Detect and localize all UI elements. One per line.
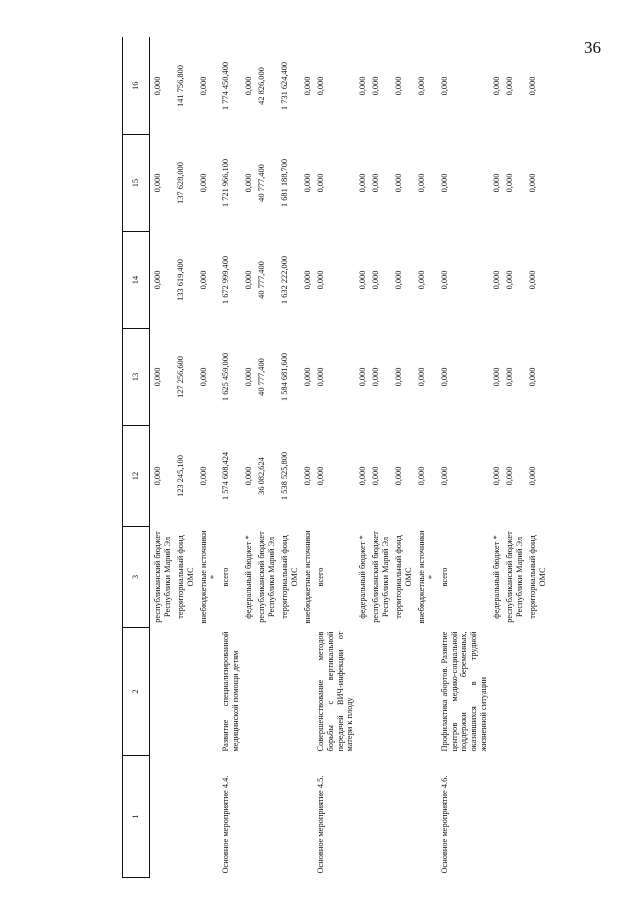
value-cell: 0,000 — [198, 270, 208, 290]
value-cell: 0,000 — [302, 270, 312, 290]
table-row — [313, 38, 356, 878]
value-cell: 0,000 — [394, 173, 404, 193]
activity-cell — [525, 756, 556, 878]
value-cell: 1 584 681,600 — [279, 352, 289, 402]
value-cell: 0,000 — [244, 173, 254, 193]
table-row — [196, 38, 219, 878]
value-cell: 0,000 — [394, 270, 404, 290]
activity-cell — [241, 756, 254, 878]
column-header: 12 — [123, 426, 150, 527]
activity-cell — [355, 756, 368, 878]
value-cell: 1 774 450,400 — [221, 61, 231, 111]
table-row — [277, 38, 300, 878]
value-cell: 0,000 — [416, 270, 426, 290]
source-cell: федеральный бюджет * — [358, 535, 368, 619]
value-cell: 0,000 — [198, 173, 208, 193]
value-cell: 1 681 188,700 — [279, 158, 289, 208]
value-cell: 0,000 — [371, 173, 381, 193]
budget-table — [122, 38, 556, 879]
value-cell: 0,000 — [492, 466, 502, 486]
table-row — [150, 38, 173, 878]
description-cell — [241, 628, 254, 756]
activity-cell: Основное мероприятие 4.6. — [439, 775, 449, 874]
column-header: 1 — [123, 756, 150, 878]
value-cell: 0,000 — [416, 173, 426, 193]
activity-cell — [502, 756, 525, 878]
description-cell — [391, 628, 414, 756]
header-row — [123, 38, 150, 878]
value-cell: 0,000 — [527, 270, 537, 290]
value-cell: 0,000 — [505, 466, 515, 486]
value-cell: 0,000 — [198, 466, 208, 486]
description-cell — [355, 628, 368, 756]
value-cell: 0,000 — [527, 173, 537, 193]
description-cell — [502, 628, 525, 756]
source-cell: территориальный фонд ОМС — [279, 535, 299, 619]
table-row — [525, 38, 556, 878]
description-cell — [196, 628, 219, 756]
source-cell: внебюджетные источники — [302, 530, 312, 624]
value-cell: 0,000 — [371, 270, 381, 290]
value-cell: 0,000 — [315, 270, 325, 290]
value-cell: 1 721 966,100 — [221, 158, 231, 208]
value-cell: 133 619,400 — [175, 259, 185, 301]
value-cell: 0,000 — [439, 76, 449, 96]
column-header: 13 — [123, 329, 150, 426]
value-cell: 0,000 — [358, 466, 368, 486]
source-cell: всего — [221, 567, 231, 587]
source-cell: территориальный фонд ОМС — [394, 535, 413, 619]
description-cell — [150, 628, 173, 756]
description-cell: Развитие специализированной медицинской помощи детям — [221, 631, 241, 752]
column-header: 14 — [123, 232, 150, 329]
source-cell: всего — [439, 567, 449, 587]
source-cell: федеральный бюджет * — [492, 535, 502, 619]
value-cell: 0,000 — [505, 173, 515, 193]
value-cell: 1 574 608,424 — [221, 451, 231, 501]
value-cell: 0,000 — [302, 76, 312, 96]
activity-cell — [254, 756, 277, 878]
value-cell: 36 082,624 — [257, 457, 267, 495]
value-cell: 0,000 — [439, 270, 449, 290]
value-cell: 0,000 — [358, 173, 368, 193]
source-cell: внебюджетные источники * — [198, 530, 218, 624]
value-cell: 0,000 — [505, 367, 515, 387]
source-cell: республиканский бюджет Республики Марий Эл — [505, 531, 524, 623]
value-cell: 40 777,400 — [257, 358, 267, 396]
value-cell: 40 777,400 — [257, 261, 267, 299]
value-cell: 0,000 — [492, 76, 502, 96]
table-row — [355, 38, 368, 878]
value-cell: 0,000 — [153, 466, 162, 486]
activity-cell — [150, 756, 173, 878]
activity-cell — [391, 756, 414, 878]
column-header: 15 — [123, 135, 150, 232]
activity-cell — [489, 756, 502, 878]
column-header: 3 — [123, 527, 150, 628]
value-cell: 1 731 624,400 — [279, 61, 289, 111]
value-cell: 0,000 — [371, 367, 381, 387]
description-cell — [525, 628, 556, 756]
value-cell: 0,000 — [358, 270, 368, 290]
activity-cell — [368, 756, 391, 878]
description-cell: Совершенствование методов борьбы с вертикальной передачей ВИЧ-инфекции от матери к плоду — [315, 631, 355, 752]
value-cell: 0,000 — [153, 76, 162, 96]
description-cell — [254, 628, 277, 756]
description-cell: Профилактика абортов. Развитие центров медико-социальной поддержки беременных, оказавшихся в трудной жизненной ситуации — [439, 631, 489, 752]
page-number: 36 — [584, 38, 601, 57]
value-cell: 40 777,400 — [257, 164, 267, 202]
table-row — [502, 38, 525, 878]
value-cell: 0,000 — [492, 173, 502, 193]
activity-cell — [173, 756, 196, 878]
value-cell: 0,000 — [439, 466, 449, 486]
source-cell: территориальный фонд ОМС — [527, 535, 547, 619]
value-cell: 0,000 — [244, 466, 254, 486]
value-cell: 0,000 — [315, 466, 325, 486]
value-cell: 123 245,100 — [175, 455, 185, 497]
column-header: 2 — [123, 628, 150, 756]
value-cell: 0,000 — [315, 367, 325, 387]
value-cell: 141 756,800 — [175, 65, 185, 107]
value-cell: 0,000 — [244, 76, 254, 96]
value-cell: 0,000 — [371, 466, 381, 486]
table-row — [300, 38, 313, 878]
description-cell — [277, 628, 300, 756]
description-cell — [300, 628, 313, 756]
activity-cell: Основное мероприятие 4.5. — [315, 775, 325, 874]
value-cell: 1 672 999,400 — [221, 255, 231, 305]
value-cell: 0,000 — [358, 367, 368, 387]
source-cell: республиканский бюджет Республики Марий Эл — [153, 531, 172, 623]
source-cell: республиканский бюджет Республики Марий Эл — [371, 531, 391, 623]
value-cell: 0,000 — [302, 173, 312, 193]
description-cell — [414, 628, 437, 756]
value-cell: 0,000 — [394, 76, 404, 96]
value-cell: 0,000 — [492, 367, 502, 387]
value-cell: 0,000 — [198, 76, 208, 96]
value-cell: 0,000 — [198, 367, 208, 387]
table-row — [241, 38, 254, 878]
value-cell: 0,000 — [302, 367, 312, 387]
value-cell: 0,000 — [527, 367, 537, 387]
value-cell: 0,000 — [527, 466, 537, 486]
value-cell: 0,000 — [244, 270, 254, 290]
source-cell: республиканский бюджет Республики Марий Эл — [257, 531, 277, 623]
activity-cell: Основное мероприятие 4.4. — [221, 775, 231, 874]
table-row — [391, 38, 414, 878]
value-cell: 0,000 — [439, 173, 449, 193]
source-cell: всего — [315, 567, 325, 587]
value-cell: 0,000 — [416, 76, 426, 96]
value-cell: 0,000 — [394, 466, 404, 486]
value-cell: 0,000 — [416, 466, 426, 486]
description-cell — [173, 628, 196, 756]
value-cell: 0,000 — [505, 270, 515, 290]
value-cell: 0,000 — [315, 173, 325, 193]
source-cell: федеральный бюджет * — [244, 535, 254, 619]
source-cell: внебюджетные источники * — [416, 530, 436, 624]
activity-cell — [196, 756, 219, 878]
activity-cell — [300, 756, 313, 878]
value-cell: 0,000 — [244, 367, 254, 387]
activity-cell — [414, 756, 437, 878]
value-cell: 1 625 459,000 — [221, 352, 231, 402]
description-cell — [489, 628, 502, 756]
table-row — [218, 38, 241, 878]
column-header: 16 — [123, 38, 150, 135]
source-cell: территориальный фонд ОМС — [175, 535, 195, 619]
table-row — [368, 38, 391, 878]
table-row — [254, 38, 277, 878]
value-cell: 0,000 — [416, 367, 426, 387]
value-cell: 0,000 — [505, 76, 515, 96]
value-cell: 0,000 — [358, 76, 368, 96]
value-cell: 1 632 222,000 — [279, 255, 289, 305]
value-cell: 0,000 — [153, 270, 162, 290]
rotated-table-container — [122, 38, 639, 878]
value-cell: 1 538 525,800 — [279, 451, 289, 501]
value-cell: 42 826,000 — [257, 67, 267, 105]
value-cell: 137 628,000 — [175, 162, 185, 204]
value-cell: 0,000 — [302, 466, 312, 486]
activity-cell — [277, 756, 300, 878]
value-cell: 0,000 — [315, 76, 325, 96]
table-row — [414, 38, 437, 878]
value-cell: 127 256,600 — [175, 356, 185, 398]
value-cell: 0,000 — [153, 173, 162, 193]
value-cell: 0,000 — [439, 367, 449, 387]
table-row — [437, 38, 490, 878]
value-cell: 0,000 — [394, 367, 404, 387]
table-row — [489, 38, 502, 878]
value-cell: 0,000 — [371, 76, 381, 96]
description-cell — [368, 628, 391, 756]
value-cell: 0,000 — [527, 76, 537, 96]
value-cell: 0,000 — [153, 367, 162, 387]
value-cell: 0,000 — [492, 270, 502, 290]
table-row — [173, 38, 196, 878]
